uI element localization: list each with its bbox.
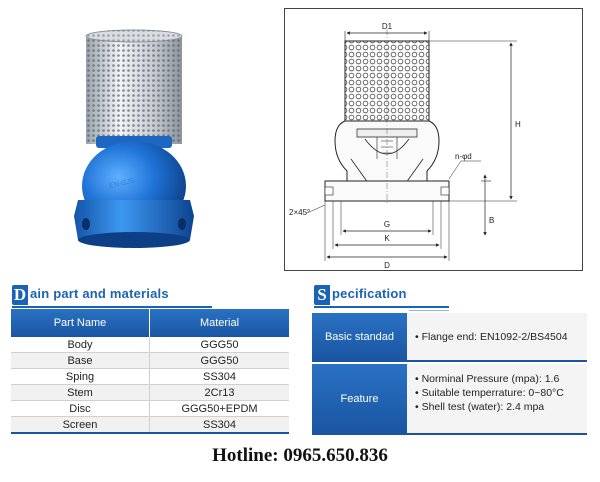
feature-temperature: Suitable temperrature: 0~80°C xyxy=(421,387,564,399)
hotline-text: Hotline: 0965.650.836 xyxy=(212,445,388,466)
dim-g: G xyxy=(383,220,391,229)
basic-standard-label: Basic standad xyxy=(312,313,407,360)
col-header-part-name: Part Name xyxy=(11,309,150,337)
specification-box xyxy=(312,313,587,433)
specification-heading xyxy=(314,285,449,305)
svg-text:EN-GJS: EN-GJS xyxy=(108,177,136,190)
feature-item xyxy=(415,386,587,400)
spec-divider xyxy=(312,360,587,362)
bullet-icon: • xyxy=(415,401,422,413)
table-row xyxy=(11,337,289,353)
part-name-cell: Stem xyxy=(11,385,150,401)
table-row xyxy=(11,401,289,417)
valve-photo xyxy=(66,28,226,253)
part-name-cell: Base xyxy=(11,353,150,369)
bullet-icon: • xyxy=(415,387,422,399)
material-cell: SS304 xyxy=(150,417,290,434)
dim-phi-d: n-φd xyxy=(455,152,472,161)
basic-standard-text: Flange end: EN1092-2/BS4504 xyxy=(421,330,568,343)
dim-chamfer: 2×45° xyxy=(289,208,311,217)
material-cell: GGG50 xyxy=(150,337,290,353)
table-row xyxy=(11,417,289,434)
dim-k: K xyxy=(384,234,390,243)
bullet-icon: • xyxy=(415,330,422,343)
table-row xyxy=(11,353,289,369)
specification-heading-initial: S xyxy=(314,285,330,305)
feature-item xyxy=(415,372,587,386)
feature-label: Feature xyxy=(312,364,407,433)
material-cell: GGG50 xyxy=(150,353,290,369)
dim-b: B xyxy=(489,216,495,225)
heading-underline-accent xyxy=(409,310,449,311)
dim-d1: D1 xyxy=(381,22,393,31)
specification-heading-text: pecification xyxy=(332,286,407,301)
part-name-cell: Sping xyxy=(11,369,150,385)
dim-h: H xyxy=(515,120,521,129)
material-cell: 2Cr13 xyxy=(150,385,290,401)
feature-item xyxy=(415,400,587,414)
technical-drawing xyxy=(284,8,583,271)
materials-table xyxy=(11,309,289,434)
feature-shell-test: Shell test (water): 2.4 mpa xyxy=(421,401,545,413)
spec-bottom-border xyxy=(312,433,587,435)
table-row xyxy=(11,385,289,401)
material-cell: SS304 xyxy=(150,369,290,385)
materials-heading xyxy=(12,285,212,305)
materials-heading-text: ain part and materials xyxy=(30,286,169,301)
part-name-cell: Disc xyxy=(11,401,150,417)
basic-standard-value xyxy=(407,313,587,360)
dim-d: D xyxy=(384,261,390,270)
col-header-material: Material xyxy=(150,309,290,337)
materials-heading-initial: D xyxy=(13,285,27,304)
table-row xyxy=(11,369,289,385)
heading-underline xyxy=(314,306,449,308)
heading-underline xyxy=(12,306,212,308)
feature-values xyxy=(407,364,587,433)
feature-pressure: Norminal Pressure (mpa): 1.6 xyxy=(421,373,560,385)
material-cell: GGG50+EPDM xyxy=(150,401,290,417)
part-name-cell: Screen xyxy=(11,417,150,434)
part-name-cell: Body xyxy=(11,337,150,353)
bullet-icon: • xyxy=(415,373,422,385)
